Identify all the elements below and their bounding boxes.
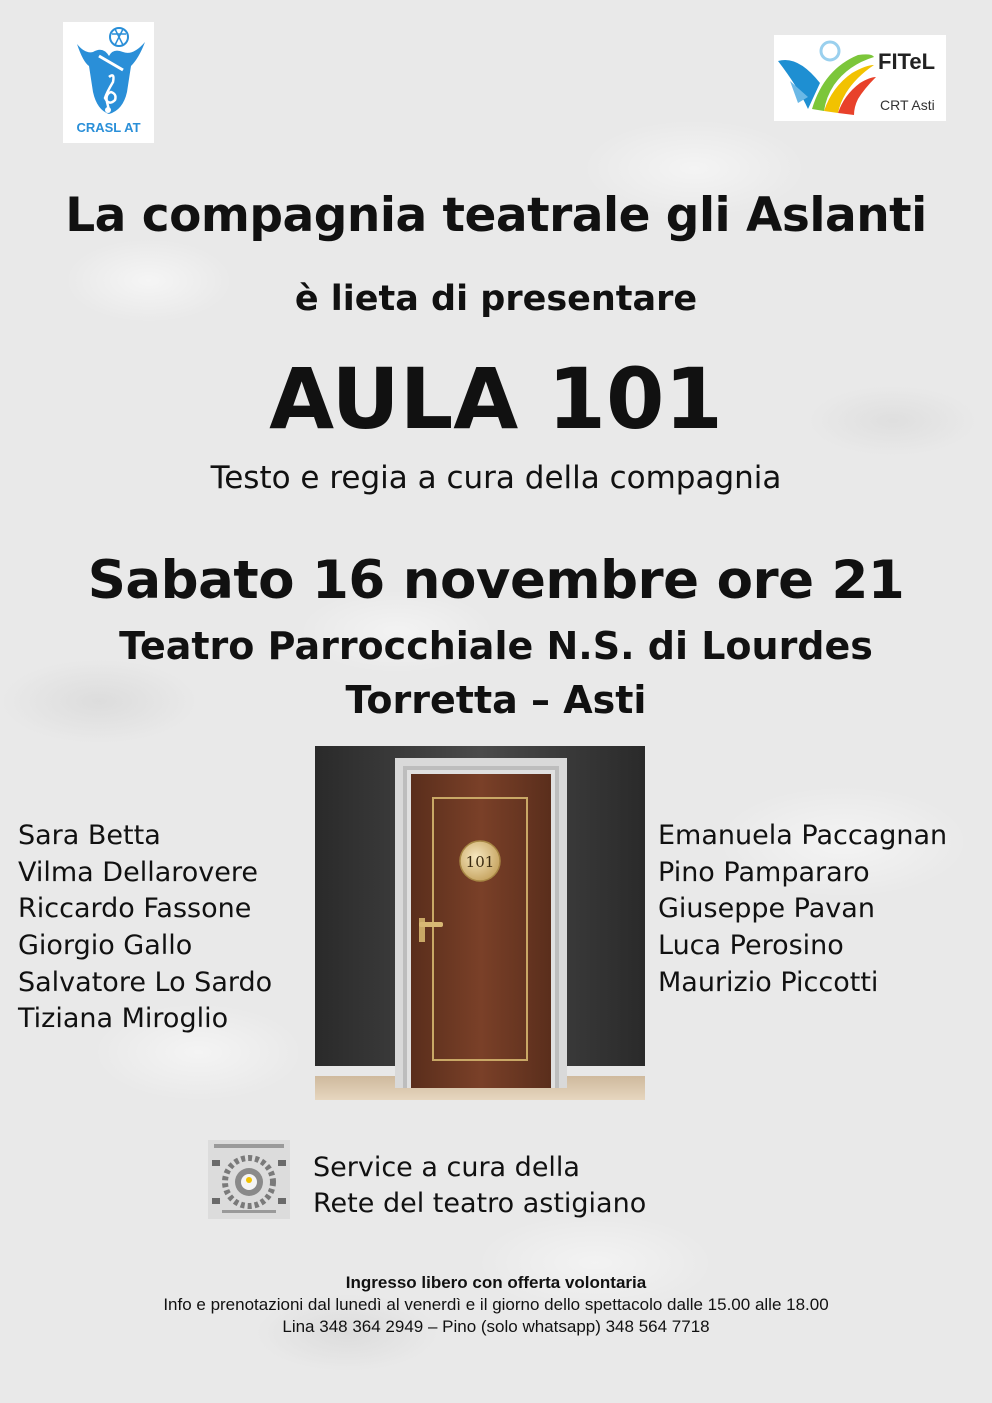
cast-list-right	[658, 818, 947, 1001]
venue-name: Teatro Parrocchiale N.S. di Lourdes	[119, 624, 873, 668]
fitel-logo	[774, 35, 946, 121]
cast-member: Luca Perosino	[658, 930, 844, 962]
cast-member: Giorgio Gallo	[18, 930, 193, 962]
presentation-subheading: è lieta di presentare	[294, 279, 698, 319]
crasl-musical-logo-icon	[63, 22, 154, 122]
service-logo	[208, 1140, 290, 1219]
classroom-door-icon	[315, 746, 645, 1100]
cast-member: Pino Pampararo	[658, 856, 870, 888]
show-date: Sabato 16 novembre ore 21	[87, 550, 905, 611]
booking-info: Info e prenotazioni dal lunedì al venerdì e il giorno dello spettacolo dalle 15.00 alle 18.00	[163, 1295, 829, 1314]
venue-location: Torretta – Asti	[345, 678, 647, 722]
cast-member: Tiziana Miroglio	[18, 1003, 229, 1035]
door-number: 101	[465, 853, 495, 871]
fitel-logo-subtitle: CRT Asti	[880, 97, 935, 113]
cast-member: Maurizio Piccotti	[658, 966, 879, 998]
cast-list-left	[18, 818, 272, 1038]
door-image	[315, 746, 645, 1100]
service-credit-line1: Service a cura della	[313, 1152, 580, 1183]
fitel-logo-name: FITeL	[878, 49, 936, 74]
fitel-logo-icon	[774, 35, 878, 121]
show-credit: Testo e regia a cura della compagnia	[210, 460, 782, 496]
cast-member: Giuseppe Pavan	[658, 893, 875, 925]
rete-teatro-astigiano-logo-icon	[208, 1140, 290, 1219]
cast-member: Salvatore Lo Sardo	[18, 966, 273, 998]
show-title: AULA 101	[269, 350, 723, 448]
cast-member: Riccardo Fassone	[18, 893, 252, 925]
crasl-logo	[63, 22, 154, 143]
contact-numbers: Lina 348 364 2949 – Pino (solo whatsapp) 348 564 7718	[282, 1317, 710, 1336]
crasl-logo-text: CRASL AT	[76, 120, 141, 135]
service-credit	[313, 1150, 646, 1222]
cast-member: Vilma Dellarovere	[18, 856, 258, 888]
company-heading: La compagnia teatrale gli Aslanti	[65, 188, 927, 243]
cast-member: Emanuela Paccagnan	[658, 820, 948, 851]
service-credit-line2: Rete del teatro astigiano	[313, 1188, 647, 1219]
cast-member: Sara Betta	[18, 820, 161, 851]
entry-notice: Ingresso libero con offerta volontaria	[345, 1273, 647, 1292]
